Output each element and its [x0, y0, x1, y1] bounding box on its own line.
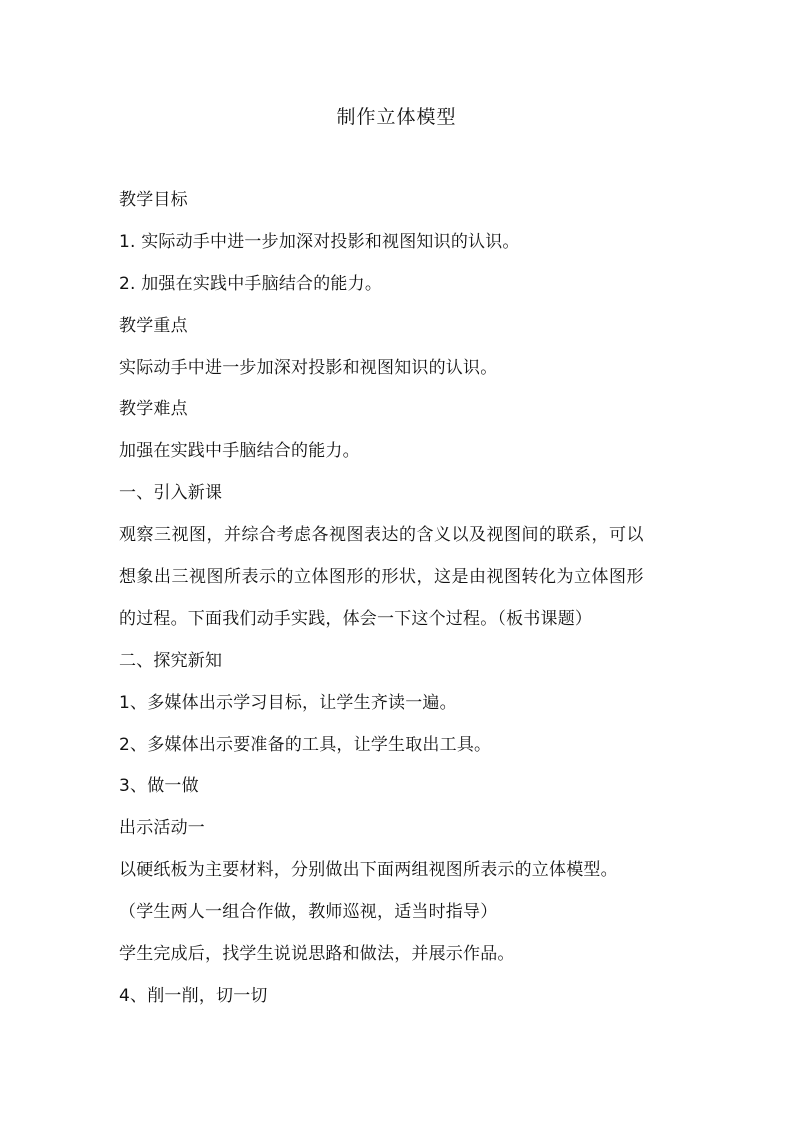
paragraph-line: （学生两人一组合作做，教师巡视，适当时指导） — [119, 902, 498, 923]
paragraph-line: 想象出三视图所表示的立体图形的形状，这是由视图转化为立体图形 — [119, 567, 644, 588]
paragraph-line: 以硬纸板为主要材料，分别做出下面两组视图所表示的立体模型。 — [119, 860, 618, 881]
key-point-text: 实际动手中进一步加深对投影和视图知识的认识。 — [119, 357, 498, 378]
list-item: 3、做一做 — [119, 776, 199, 797]
activity-heading: 出示活动一 — [119, 818, 205, 839]
paragraph-line: 观察三视图，并综合考虑各视图表达的含义以及视图间的联系，可以 — [119, 525, 644, 546]
paragraph-line: 学生完成后，找学生说说思路和做法，并展示作品。 — [119, 944, 515, 965]
section-heading-teaching-goals: 教学目标 — [119, 190, 188, 210]
list-item: 1、多媒体出示学习目标，让学生齐读一遍。 — [119, 692, 457, 713]
list-item: 4、削一削，切一切 — [119, 985, 268, 1006]
document-body — [119, 184, 679, 1022]
section-heading-introduction: 一、引入新课 — [119, 483, 223, 504]
difficulty-text: 加强在实践中手脑结合的能力。 — [119, 441, 360, 462]
document-title: 制作立体模型 — [336, 106, 457, 128]
section-heading-key-points: 教学重点 — [119, 315, 188, 336]
paragraph-line: 的过程。下面我们动手实践，体会一下这个过程。（板书课题） — [119, 608, 593, 629]
section-heading-difficulties: 教学难点 — [119, 399, 188, 420]
list-item: 2、多媒体出示要准备的工具，让学生取出工具。 — [119, 734, 492, 755]
goal-item-2: 2. 加强在实践中手脑结合的能力。 — [119, 273, 383, 294]
goal-item-1: 1. 实际动手中进一步加深对投影和视图知识的认识。 — [119, 231, 520, 252]
section-heading-exploration: 二、探究新知 — [119, 650, 223, 671]
